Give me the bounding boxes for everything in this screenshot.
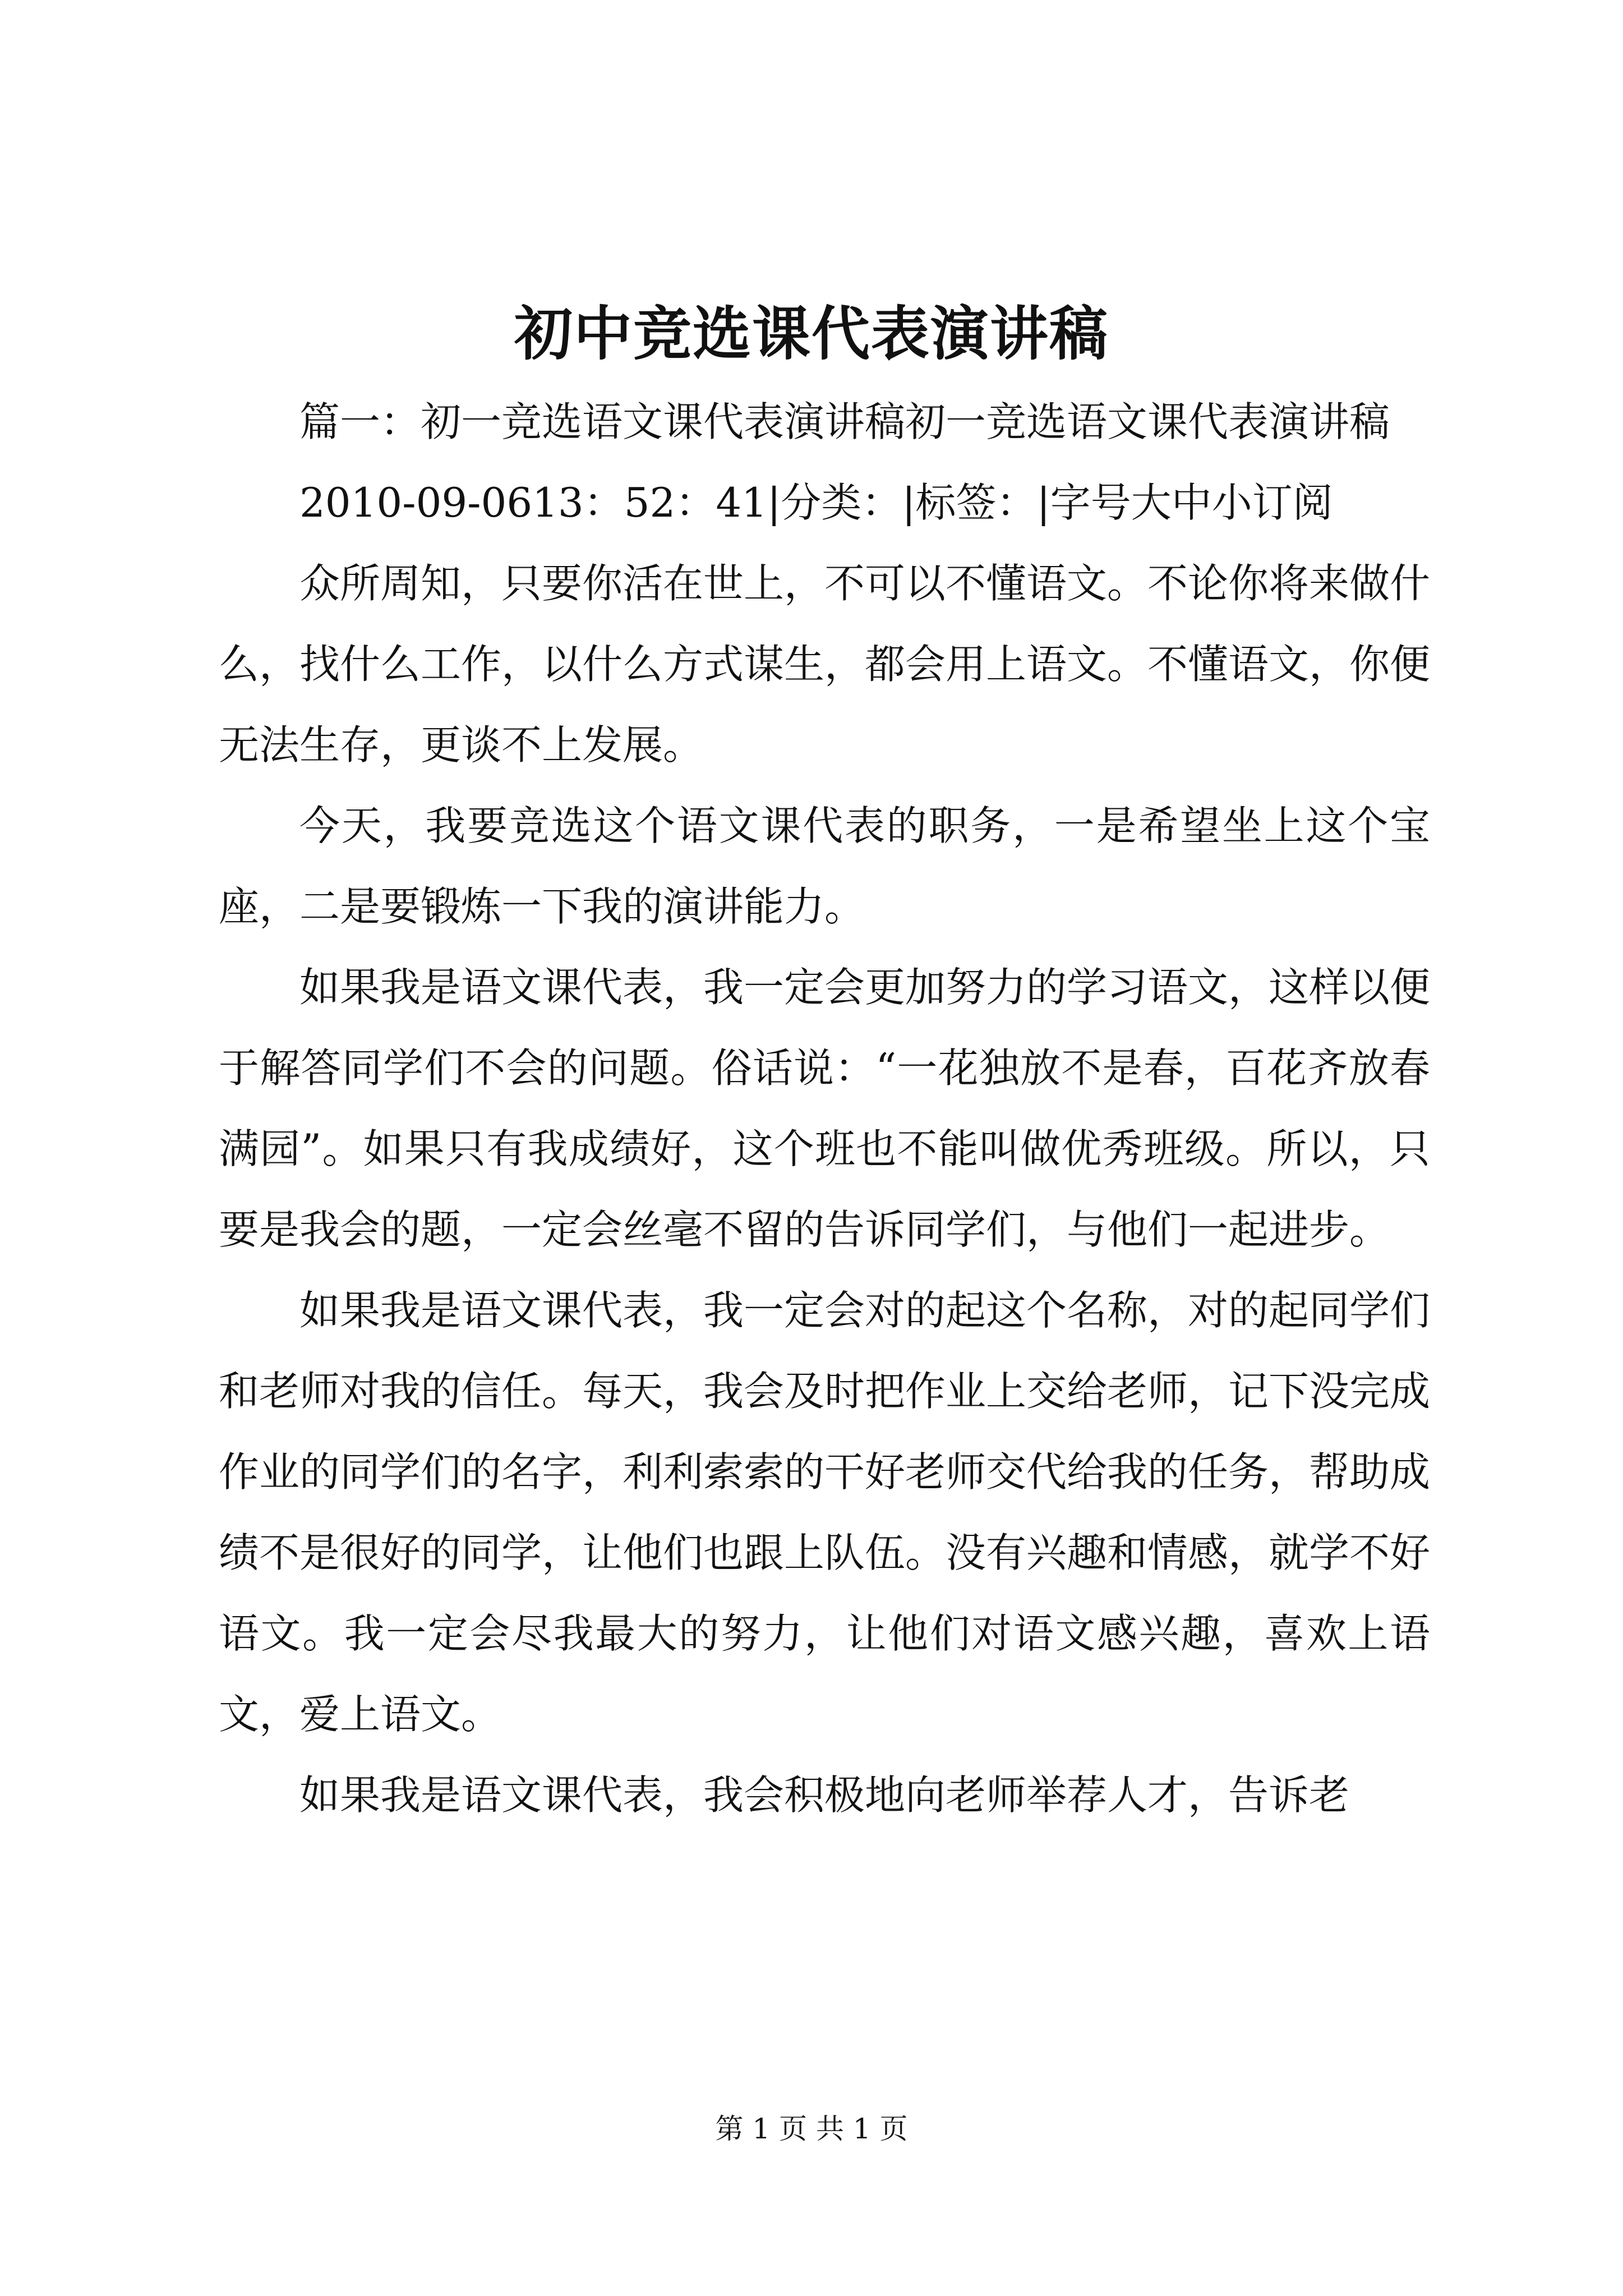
paragraph: 今天，我要竞选这个语文课代表的职务，一是希望坐上这个宝座，二是要锻炼一下我的演讲能力。 xyxy=(219,802,1430,930)
paragraph: 众所周知，只要你活在世上，不可以不懂语文。不论你将来做什么，找什么工作，以什么方式谋生，都会用上语文。不懂语文，你便无法生存，更谈不上发展。 xyxy=(219,560,1431,769)
paragraph: 如果我是语文课代表，我会积极地向老师举荐人才，告诉老 xyxy=(299,1772,1350,1819)
document-body xyxy=(219,381,1430,1835)
paragraph-meta: 2010-09-0613：52：41|分类：|标签：|字号大中小订阅 xyxy=(299,479,1333,526)
paragraph: 如果我是语文课代表，我一定会对的起这个名称，对的起同学们和老师对我的信任。每天，我会及时把作业上交给老师，记下没完成作业的同学们的名字，利利索索的干好老师交代给我的任务，帮助成绩不是很好的同学，让他们也跟上队伍。没有兴趣和情感，就学不好语文。我一定会尽我最大的努力，让他们对语文感兴趣，喜欢上语文，爱上语文。 xyxy=(219,1287,1431,1738)
paragraph-heading: 篇一：初一竞选语文课代表演讲稿初一竞选语文课代表演讲稿 xyxy=(299,398,1390,445)
document-title: 初中竞选课代表演讲稿 xyxy=(514,299,1109,368)
page-number-footer: 第 1 页 共 1 页 xyxy=(715,2113,908,2145)
paragraph: 如果我是语文课代表，我一定会更加努力的学习语文，这样以便于解答同学们不会的问题。俗话说：“一花独放不是春，百花齐放春满园”。如果只有我成绩好，这个班也不能叫做优秀班级。所以，只要是我会的题，一定会丝毫不留的告诉同学们，与他们一起进步。 xyxy=(219,964,1431,1253)
